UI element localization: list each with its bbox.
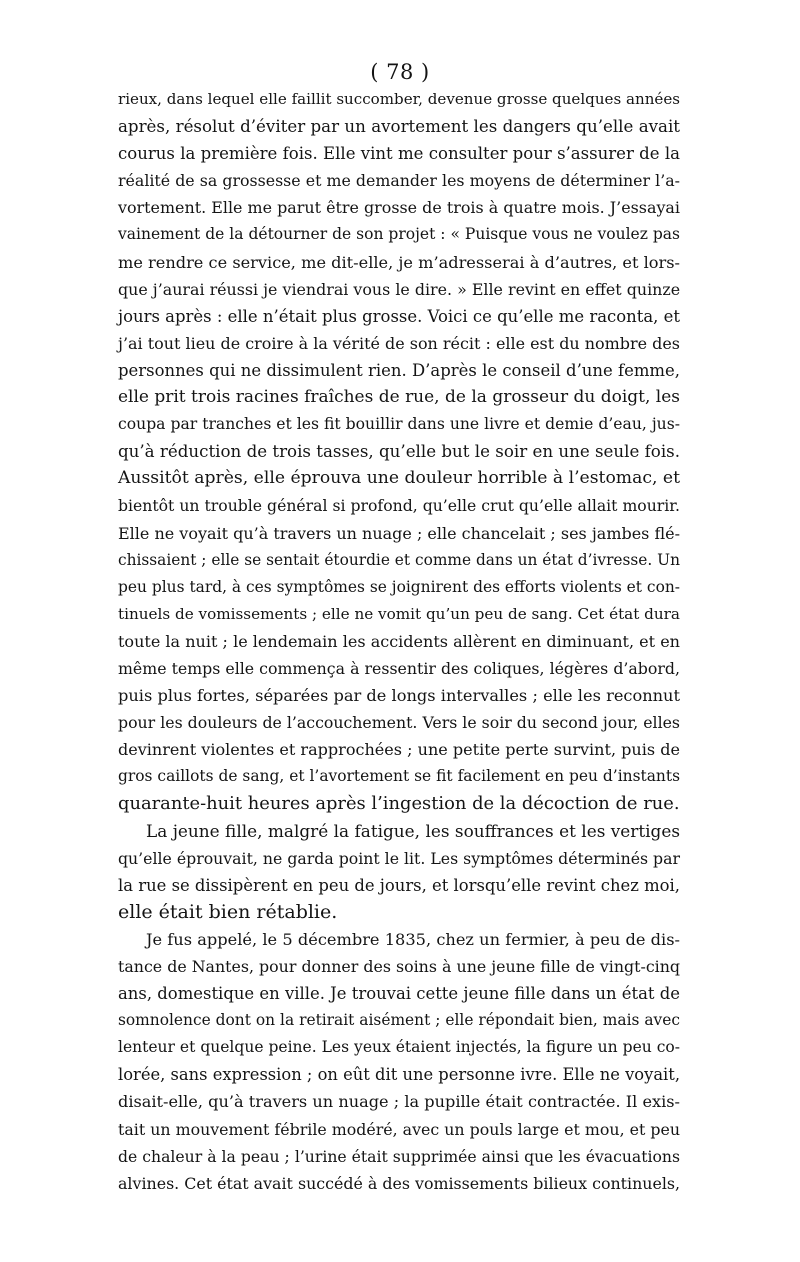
text-line: Je fus appelé, le 5 décembre 1835, chez un fermier, à peu de dis- [146,929,680,949]
text-line: lorée, sans expression ; on eût dit une personne ivre. Elle ne voyait, [118,1065,680,1085]
text-line: chissaient ; elle se sentait étourdie et comme dans un état d’ivresse. Un [118,550,680,569]
text-line: j’ai tout lieu de croire à la vérité de son récit : elle est du nombre des [118,333,680,353]
text-line: vortement. Elle me parut être grosse de trois à quatre mois. J’essayai [118,198,680,218]
text-line: La jeune fille, malgré la fatigue, les souffrances et les vertiges [146,820,680,841]
text-line: me rendre ce service, me dit-elle, je m’adresserai à d’autres, et lors- [118,252,680,272]
text-line: puis plus fortes, séparées par de longs intervalles ; elle les reconnut [118,686,680,706]
text-line: lenteur et quelque peine. Les yeux étaient injectés, la figure un peu co- [118,1038,680,1057]
text-line: de chaleur à la peau ; l’urine était supprimée ainsi que les évacuations [118,1146,680,1166]
text-line: réalité de sa grossesse et me demander les moyens de déterminer l’a- [118,171,680,191]
text-line: courus la première fois. Elle vint me consulter pour s’assurer de la [118,144,680,164]
paragraph [118,818,680,926]
text-line: peu plus tard, à ces symptômes se joignirent des efforts violents et con- [118,577,680,596]
body-text [118,86,680,1197]
text-line: la rue se dissipèrent en peu de jours, et lorsqu’elle revint chez moi, [118,875,681,895]
text-line: qu’elle éprouvait, ne garda point le lit. Les symptômes déterminés par [118,848,681,868]
paragraph [118,86,680,818]
text-line: personnes qui ne dissimulent rien. D’après le conseil d’une femme, [118,360,680,380]
text-line: tance de Nantes, pour donner des soins à une jeune fille de vingt-cinq [118,957,680,976]
text-line: vainement de la détourner de son projet : « Puisque vous ne voulez pas [118,225,680,244]
text-line: devinrent violentes et rapprochées ; une petite perte survint, puis de [118,740,680,760]
text-line: même temps elle commença à ressentir des coliques, légères d’abord, [118,658,680,678]
text-line: quarante-huit heures après l’ingestion de la décoction de rue. [118,793,680,815]
text-line: elle était bien rétablie. [118,900,338,923]
text-line: tinuels de vomissements ; elle ne vomit qu’un peu de sang. Cet état dura [118,604,680,623]
paragraph [118,926,680,1197]
text-line: bientôt un trouble général si profond, qu’elle crut qu’elle allait mourir. [118,496,680,516]
text-line: que j’aurai réussi je viendrai vous le dire. » Elle revint en effet quinze [118,279,681,299]
text-line: pour les douleurs de l’accouchement. Vers le soir du second jour, elles [118,713,680,733]
text-line: tait un mouvement fébrile modéré, avec un pouls large et mou, et peu [118,1119,680,1139]
text-line: rieux, dans lequel elle faillit succomber, devenue grosse quelques années [118,90,680,108]
text-line: qu’à réduction de trois tasses, qu’elle but le soir en une seule fois. [118,442,680,462]
text-line: alvines. Cet état avait succédé à des vomissements bilieux continuels, [118,1173,681,1193]
text-line: disait-elle, qu’à travers un nuage ; la pupille était contractée. Il exis- [118,1092,680,1112]
text-line: gros caillots de sang, et l’avortement se fit facilement en peu d’instants [118,767,680,786]
text-line: somnolence dont on la retirait aisément ; elle répondait bien, mais avec [118,1011,680,1030]
text-line: ans, domestique en ville. Je trouvai cette jeune fille dans un état de [118,984,680,1004]
text-line: Aussitôt après, elle éprouva une douleur horrible à l’estomac, et [118,468,680,489]
text-line: elle prit trois racines fraîches de rue, de la grosseur du doigt, les [118,387,680,408]
text-line: après, résolut d’éviter par un avortement les dangers qu’elle avait [118,117,680,137]
page-number: ( 78 ) [370,60,430,84]
text-line: coupa par tranches et les fit bouillir dans une livre et demie d’eau, jus- [118,415,680,434]
text-line: jours après : elle n’était plus grosse. Voici ce qu’elle me raconta, et [118,306,680,326]
text-line: Elle ne voyait qu’à travers un nuage ; elle chancelait ; ses jambes flé- [118,523,680,543]
text-line: toute la nuit ; le lendemain les accidents allèrent en diminuant, et en [118,631,680,651]
